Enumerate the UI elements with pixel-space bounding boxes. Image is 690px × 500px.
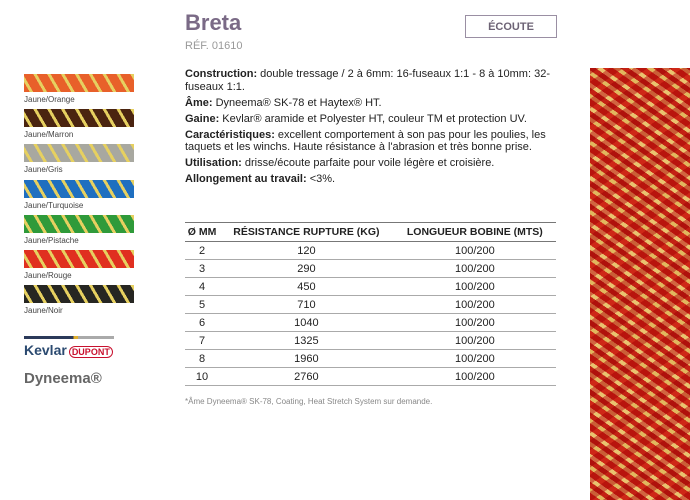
desc-construction: Construction: double tressage / 2 à 6mm: 16-fuseaux 1:1 - 8 à 10mm: 32-fuseaux 1:1. <box>185 68 550 93</box>
table-cell: 8 <box>185 350 219 368</box>
swatch-bar <box>24 144 134 162</box>
swatch-label: Jaune/Orange <box>24 95 75 104</box>
table-cell: 4 <box>185 278 219 296</box>
table-row <box>185 368 556 386</box>
table-cell: 1960 <box>219 350 394 368</box>
col-header-length: LONGUEUR BOBINE (MTS) <box>394 223 556 242</box>
table-cell: 100/200 <box>394 368 556 386</box>
swatch-bar <box>24 250 134 268</box>
table-cell: 100/200 <box>394 314 556 332</box>
product-title: Breta <box>185 10 242 35</box>
table-cell: 5 <box>185 296 219 314</box>
table-cell: 100/200 <box>394 350 556 368</box>
table-cell: 3 <box>185 260 219 278</box>
desc-gaine: Gaine: Kevlar® aramide et Polyester HT, couleur TM et protection UV. <box>185 112 527 125</box>
table-row <box>185 260 556 278</box>
table-cell: 120 <box>219 242 394 260</box>
table-row <box>185 314 556 332</box>
color-swatch <box>24 250 134 280</box>
table-cell: 100/200 <box>394 296 556 314</box>
kevlar-dupont-logo <box>24 336 114 358</box>
rope-image <box>590 68 690 500</box>
color-swatch <box>24 215 134 245</box>
table-cell: 100/200 <box>394 260 556 278</box>
swatch-bar <box>24 285 134 303</box>
color-swatch <box>24 180 134 210</box>
table-cell: 2 <box>185 242 219 260</box>
table-cell: 2760 <box>219 368 394 386</box>
desc-utilisation: Utilisation: drisse/écoute parfaite pour voile légère et croisière. <box>185 157 495 169</box>
table-cell: 6 <box>185 314 219 332</box>
table-cell: 1040 <box>219 314 394 332</box>
table-cell: 710 <box>219 296 394 314</box>
color-swatch <box>24 144 134 174</box>
table-cell: 7 <box>185 332 219 350</box>
table-row <box>185 332 556 350</box>
footnote: *Âme Dyneema® SK-78, Coating, Heat Stretch System sur demande. <box>185 397 433 406</box>
table-cell: 1325 <box>219 332 394 350</box>
desc-caracteristiques: Caractéristiques: excellent comportement à son pas pour les poulies, les taquets et les winchs. Haute résistance à l'abrasion et très bonne prise. <box>185 128 546 153</box>
description <box>185 68 570 189</box>
product-ref: RÉF. 01610 <box>185 40 243 52</box>
col-header-resistance: RÉSISTANCE RUPTURE (KG) <box>219 223 394 242</box>
table-row <box>185 278 556 296</box>
dyneema-logo: Dyneema® <box>24 370 102 387</box>
swatch-bar <box>24 74 134 92</box>
color-swatch <box>24 109 134 139</box>
table-cell: 450 <box>219 278 394 296</box>
swatch-label: Jaune/Gris <box>24 165 63 175</box>
category-badge: ÉCOUTE <box>465 15 557 38</box>
swatch-bar <box>24 109 134 127</box>
logo-stripe <box>24 336 114 339</box>
swatch-label: Jaune/Rouge <box>24 271 72 280</box>
specs-table <box>185 222 556 386</box>
swatch-label: Jaune/Marron <box>24 130 74 140</box>
table-cell: 100/200 <box>394 278 556 296</box>
swatch-label: Jaune/Turquoise <box>24 200 84 210</box>
color-swatch <box>24 74 134 104</box>
col-header-diameter: Ø MM <box>185 223 219 242</box>
swatch-bar <box>24 215 134 233</box>
desc-allongement: Allongement au travail: <3%. <box>185 173 336 185</box>
desc-ame: Âme: Dyneema® SK-78 et Haytex® HT. <box>185 96 382 109</box>
swatch-label: Jaune/Pistache <box>24 235 79 245</box>
swatch-label: Jaune/Noir <box>24 306 63 316</box>
table-cell: 290 <box>219 260 394 278</box>
table-row <box>185 242 556 260</box>
table-cell: 10 <box>185 368 219 386</box>
table-row <box>185 296 556 314</box>
table-row <box>185 350 556 368</box>
kevlar-text: Kevlar <box>24 342 67 358</box>
table-cell: 100/200 <box>394 242 556 260</box>
color-swatch <box>24 285 134 315</box>
table-cell: 100/200 <box>394 332 556 350</box>
swatch-bar <box>24 180 134 198</box>
dupont-logo: DUPONT <box>69 346 113 358</box>
